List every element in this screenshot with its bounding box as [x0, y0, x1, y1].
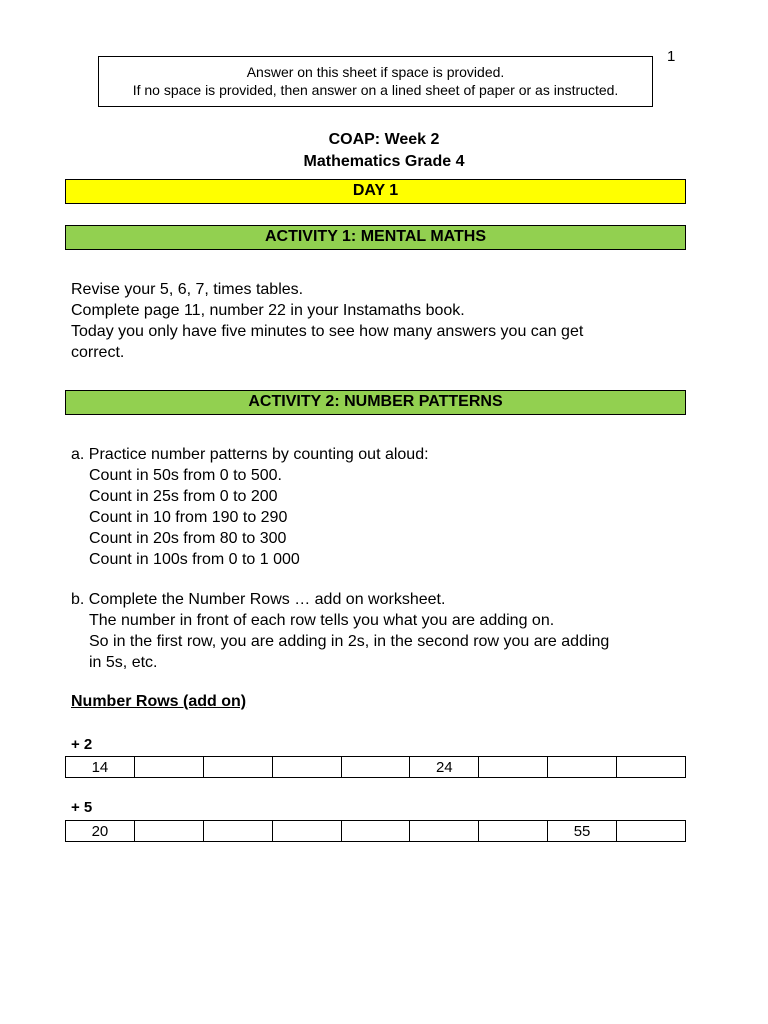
count-item: Count in 20s from 80 to 300: [89, 530, 287, 547]
title-block: [0, 129, 768, 173]
instructions-line-1: Answer on this sheet if space is provided.: [246, 64, 505, 80]
instructions-line-2: If no space is provided, then answer on a lined sheet of paper or as instructed.: [132, 82, 619, 98]
part-b-line: So in the first row, you are adding in 2s, in the second row you are adding: [89, 633, 610, 650]
number-cell-blank[interactable]: [203, 757, 272, 778]
document-subtitle: Mathematics Grade 4: [303, 153, 465, 170]
document-title: COAP: Week 2: [328, 131, 440, 148]
activity-1-line: correct.: [71, 344, 125, 361]
activity-1-heading: ACTIVITY 1: MENTAL MATHS: [65, 225, 686, 250]
part-b-intro: b. Complete the Number Rows … add on worksheet.: [71, 591, 446, 608]
count-item: Count in 10 from 190 to 290: [89, 509, 288, 526]
number-cell-blank[interactable]: [134, 821, 203, 842]
activity-2-part-a: [71, 444, 429, 570]
row-label-add-2: + 2: [71, 736, 93, 753]
number-cell: 14: [66, 757, 135, 778]
count-item: Count in 25s from 0 to 200: [89, 488, 278, 505]
activity-2-heading: ACTIVITY 2: NUMBER PATTERNS: [65, 390, 686, 415]
activity-1-line: Revise your 5, 6, 7, times tables.: [71, 281, 304, 298]
number-cell-blank[interactable]: [272, 821, 341, 842]
number-row-add-2: [65, 756, 686, 778]
part-b-line: in 5s, etc.: [89, 654, 158, 671]
number-cell-blank[interactable]: [134, 757, 203, 778]
part-b-line: The number in front of each row tells you what you are adding on.: [89, 612, 555, 629]
day-banner: DAY 1: [65, 179, 686, 204]
number-rows-heading: Number Rows (add on): [71, 693, 247, 710]
instructions-box: [98, 56, 653, 107]
number-cell: 55: [548, 821, 617, 842]
part-a-intro: a. Practice number patterns by counting out aloud:: [71, 446, 429, 463]
number-cell-blank[interactable]: [203, 821, 272, 842]
number-cell-blank[interactable]: [617, 821, 686, 842]
number-cell-blank[interactable]: [479, 757, 548, 778]
number-cell-blank[interactable]: [548, 757, 617, 778]
number-cell-blank[interactable]: [341, 757, 410, 778]
number-cell-blank[interactable]: [341, 821, 410, 842]
number-cell-blank[interactable]: [410, 821, 479, 842]
row-label-add-5: + 5: [71, 799, 93, 816]
number-cell: 24: [410, 757, 479, 778]
count-item: Count in 100s from 0 to 1 000: [89, 551, 300, 568]
activity-1-text: [71, 279, 583, 363]
count-item: Count in 50s from 0 to 500.: [89, 467, 282, 484]
activity-1-line: Complete page 11, number 22 in your Instamaths book.: [71, 302, 465, 319]
number-cell-blank[interactable]: [479, 821, 548, 842]
number-cell: 20: [66, 821, 135, 842]
page-number: 1: [667, 48, 676, 65]
activity-1-line: Today you only have five minutes to see how many answers you can get: [71, 323, 584, 340]
number-row-add-5: [65, 820, 686, 842]
activity-2-part-b: [71, 589, 609, 673]
number-cell-blank[interactable]: [617, 757, 686, 778]
number-cell-blank[interactable]: [272, 757, 341, 778]
